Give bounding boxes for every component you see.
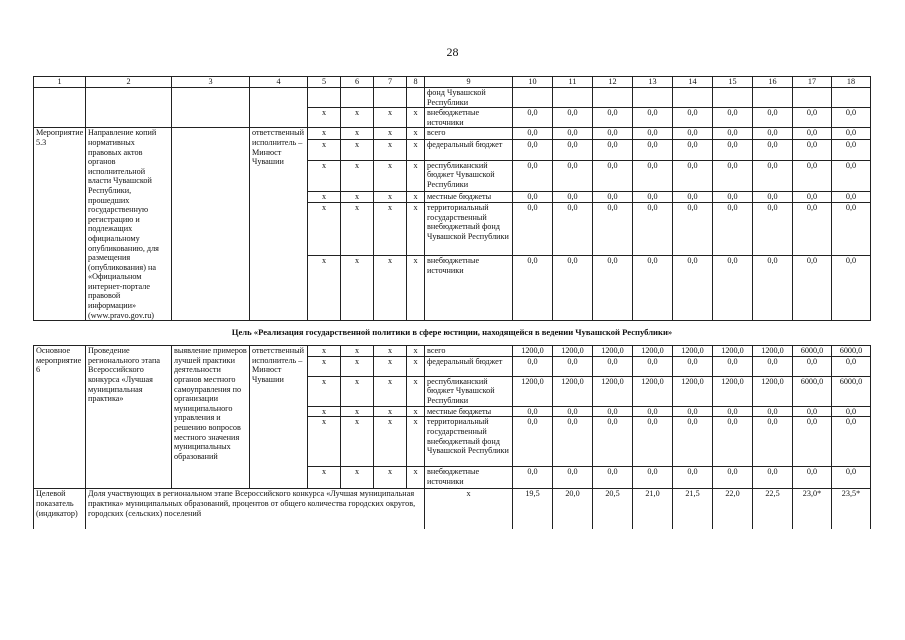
value-cell [593,88,633,108]
column-header: 1 [34,77,86,88]
executor-cell: ответственный исполнитель – Минюст Чувашии [250,346,308,489]
indicator-value: 20,5 [593,489,633,529]
value-cell: 0,0 [793,192,832,203]
indicator-label: Целевой показатель (индикатор) [34,489,86,529]
value-cell: 0,0 [593,467,633,489]
value-cell: 0,0 [633,192,673,203]
x-cell: x [341,128,374,139]
x-cell: x [407,160,425,192]
column-header: 11 [553,77,593,88]
value-cell: 0,0 [713,417,753,467]
funding-row [34,346,871,357]
value-cell: 0,0 [673,192,713,203]
column-header: 12 [593,77,633,88]
value-cell: 0,0 [673,467,713,489]
value-cell: 0,0 [513,192,553,203]
indicator-value: 21,0 [633,489,673,529]
value-cell: 0,0 [593,255,633,320]
x-cell [308,88,341,108]
value-cell: 0,0 [513,108,553,128]
value-cell: 1200,0 [753,376,793,406]
column-header: 8 [407,77,425,88]
value-cell: 0,0 [753,467,793,489]
value-cell: 0,0 [513,467,553,489]
funding-source: территориальный государственный внебюджетный фонд Чувашской Республики [425,203,513,256]
value-cell: 0,0 [673,203,713,256]
value-cell: 0,0 [793,356,832,376]
value-cell: 1200,0 [713,346,753,357]
x-cell: x [374,203,407,256]
x-cell: x [308,192,341,203]
x-cell: x [308,356,341,376]
value-cell: 0,0 [553,128,593,139]
value-cell: 0,0 [633,139,673,160]
value-cell: 0,0 [832,192,871,203]
x-cell: x [308,417,341,467]
value-cell: 1200,0 [633,346,673,357]
value-cell: 1200,0 [753,346,793,357]
value-cell: 0,0 [832,128,871,139]
value-cell: 0,0 [832,255,871,320]
x-cell: x [407,406,425,417]
value-cell: 0,0 [753,203,793,256]
value-cell: 0,0 [553,356,593,376]
value-cell: 0,0 [713,128,753,139]
value-cell: 0,0 [553,108,593,128]
x-cell: x [341,108,374,128]
value-cell: 0,0 [673,356,713,376]
column-header: 5 [308,77,341,88]
header-row [34,77,871,88]
value-cell: 0,0 [832,467,871,489]
column-header: 10 [513,77,553,88]
value-cell: 0,0 [713,139,753,160]
indicator-value: 23,0* [793,489,832,529]
x-cell: x [374,255,407,320]
x-cell: x [407,108,425,128]
column-header: 18 [832,77,871,88]
x-cell: x [374,356,407,376]
goal-row [34,321,871,346]
value-cell: 0,0 [513,203,553,256]
value-cell: 1200,0 [673,376,713,406]
activity-description: Направление копий нормативных правовых актов органов исполнительной власти Чувашской Республики, прошедших государственную регистрацию и подлежащих официальному опубликованию, для размещения (опубликования) на «Официальном интернет-портале правовой информации» (www.pravo.gov.ru) [86,128,172,321]
value-cell: 0,0 [832,356,871,376]
column-header: 6 [341,77,374,88]
value-cell: 0,0 [673,417,713,467]
x-cell: x [341,346,374,357]
value-cell: 0,0 [793,128,832,139]
value-cell: 0,0 [553,203,593,256]
value-cell: 0,0 [553,192,593,203]
value-cell: 0,0 [513,139,553,160]
value-cell: 0,0 [673,255,713,320]
x-cell: x [308,108,341,128]
value-cell: 0,0 [593,417,633,467]
x-cell: x [407,356,425,376]
value-cell: 0,0 [593,203,633,256]
value-cell [513,88,553,108]
x-cell: x [407,417,425,467]
value-cell: 0,0 [753,160,793,192]
x-cell: x [341,160,374,192]
column-header: 2 [86,77,172,88]
value-cell: 0,0 [593,128,633,139]
x-cell: x [374,346,407,357]
x-cell [341,88,374,108]
value-cell: 0,0 [513,160,553,192]
value-cell [553,88,593,108]
value-cell: 0,0 [793,255,832,320]
x-cell: x [341,356,374,376]
value-cell [673,88,713,108]
column-header: 14 [673,77,713,88]
value-cell: 0,0 [832,139,871,160]
blank-cell [172,88,250,128]
funding-source: внебюджетные источники [425,108,513,128]
value-cell: 0,0 [673,160,713,192]
indicator-value: 22,5 [753,489,793,529]
x-cell: x [407,376,425,406]
value-cell: 0,0 [832,160,871,192]
indicator-row [34,489,871,529]
funding-source: республиканский бюджет Чувашской Республики [425,376,513,406]
value-cell: 0,0 [673,406,713,417]
value-cell: 0,0 [553,417,593,467]
funding-source: внебюджетные источники [425,255,513,320]
x-cell: x [407,139,425,160]
value-cell [793,88,832,108]
indicator-value: 20,0 [553,489,593,529]
x-cell: x [308,376,341,406]
x-cell: x [374,160,407,192]
value-cell [753,88,793,108]
indicator-value: 21,5 [673,489,713,529]
x-cell: x [407,255,425,320]
value-cell: 0,0 [633,128,673,139]
value-cell: 0,0 [513,255,553,320]
value-cell: 0,0 [593,192,633,203]
column-header: 16 [753,77,793,88]
x-cell: x [374,108,407,128]
x-cell: x [341,192,374,203]
x-cell: x [374,128,407,139]
x-cell: x [308,255,341,320]
value-cell: 0,0 [793,203,832,256]
funding-row [34,88,871,108]
value-cell: 6000,0 [832,346,871,357]
value-cell: 6000,0 [793,346,832,357]
x-cell: x [341,406,374,417]
x-cell: x [374,417,407,467]
funding-source: федеральный бюджет [425,139,513,160]
x-cell: x [341,203,374,256]
value-cell: 0,0 [513,128,553,139]
value-cell: 0,0 [593,108,633,128]
main-activity-description: Проведение регионального этапа Всероссийского конкурса «Лучшая муниципальная практика» [86,346,172,489]
value-cell: 0,0 [753,255,793,320]
x-cell: x [374,467,407,489]
value-cell: 0,0 [593,406,633,417]
x-cell: x [374,192,407,203]
x-cell: x [407,203,425,256]
blank-cell [172,128,250,321]
x-cell [374,88,407,108]
value-cell: 0,0 [793,108,832,128]
value-cell: 1200,0 [513,346,553,357]
value-cell: 0,0 [753,108,793,128]
value-cell: 0,0 [832,406,871,417]
value-cell: 0,0 [633,467,673,489]
value-cell: 0,0 [673,139,713,160]
value-cell: 1200,0 [553,376,593,406]
funding-source: всего [425,128,513,139]
activity-label: Мероприятие 5.3 [34,128,86,321]
funding-source: внебюджетные источники [425,467,513,489]
column-header: 9 [425,77,513,88]
value-cell: 0,0 [553,255,593,320]
x-cell: x [341,417,374,467]
x-cell: x [407,346,425,357]
value-cell: 0,0 [553,160,593,192]
blank-cell [34,88,86,128]
value-cell: 0,0 [793,467,832,489]
value-cell: 0,0 [793,139,832,160]
column-header: 17 [793,77,832,88]
value-cell: 0,0 [633,356,673,376]
value-cell: 0,0 [513,406,553,417]
x-cell: x [374,376,407,406]
indicator-value: 22,0 [713,489,753,529]
funding-source: фонд Чувашской Республики [425,88,513,108]
value-cell: 0,0 [832,417,871,467]
value-cell: 0,0 [593,139,633,160]
x-cell: x [425,489,513,529]
x-cell: x [374,139,407,160]
value-cell: 1200,0 [633,376,673,406]
page-number: 28 [446,45,459,59]
value-cell: 0,0 [832,108,871,128]
funding-source: территориальный государственный внебюджетный фонд Чувашской Республики [425,417,513,467]
value-cell: 0,0 [713,108,753,128]
value-cell: 0,0 [593,160,633,192]
value-cell: 0,0 [753,356,793,376]
x-cell: x [308,139,341,160]
value-cell: 0,0 [713,255,753,320]
value-cell [633,88,673,108]
funding-source: федеральный бюджет [425,356,513,376]
value-cell: 1200,0 [513,376,553,406]
value-cell: 6000,0 [832,376,871,406]
x-cell: x [308,128,341,139]
value-cell: 0,0 [713,203,753,256]
x-cell: x [407,467,425,489]
program-table [33,76,871,529]
x-cell: x [341,376,374,406]
value-cell: 0,0 [832,203,871,256]
funding-source: местные бюджеты [425,192,513,203]
funding-source: республиканский бюджет Чувашской Республики [425,160,513,192]
value-cell: 0,0 [713,406,753,417]
x-cell: x [308,346,341,357]
column-header: 4 [250,77,308,88]
value-cell: 0,0 [633,203,673,256]
blank-cell [86,88,172,128]
column-header: 15 [713,77,753,88]
value-cell: 0,0 [673,108,713,128]
task-description: выявление примеров лучшей практики деятельности органов местного самоуправления по организации муниципального управления и решению вопросов местного значения муниципальных образований [172,346,250,489]
value-cell: 0,0 [793,160,832,192]
value-cell: 1200,0 [713,376,753,406]
x-cell: x [341,467,374,489]
x-cell: x [407,192,425,203]
value-cell: 1200,0 [593,346,633,357]
value-cell: 0,0 [713,160,753,192]
goal-title: Цель «Реализация государственной политики в сфере юстиции, находящейся в ведении Чувашской Республики» [34,321,871,346]
funding-source: всего [425,346,513,357]
value-cell: 1200,0 [593,376,633,406]
value-cell: 0,0 [793,417,832,467]
indicator-value: 19,5 [513,489,553,529]
main-activity-label: Основное мероприятие 6 [34,346,86,489]
value-cell [713,88,753,108]
value-cell: 1200,0 [673,346,713,357]
value-cell: 0,0 [593,356,633,376]
value-cell: 1200,0 [553,346,593,357]
value-cell: 0,0 [633,108,673,128]
value-cell: 0,0 [513,356,553,376]
funding-row [34,128,871,139]
x-cell: x [374,406,407,417]
value-cell: 6000,0 [793,376,832,406]
value-cell: 0,0 [633,255,673,320]
x-cell: x [341,139,374,160]
value-cell: 0,0 [513,417,553,467]
value-cell: 0,0 [633,160,673,192]
column-header: 3 [172,77,250,88]
x-cell: x [341,255,374,320]
value-cell: 0,0 [673,128,713,139]
x-cell: x [308,203,341,256]
value-cell: 0,0 [713,467,753,489]
x-cell: x [407,128,425,139]
value-cell: 0,0 [753,417,793,467]
value-cell: 0,0 [633,417,673,467]
x-cell: x [308,406,341,417]
value-cell: 0,0 [753,192,793,203]
indicator-text: Доля участвующих в региональном этапе Всероссийского конкурса «Лучшая муниципальная практика» муниципальных образований, процентов от общего количества городских округов, городских (сельских) поселений [86,489,425,529]
value-cell [832,88,871,108]
value-cell: 0,0 [633,406,673,417]
value-cell: 0,0 [713,192,753,203]
column-header: 7 [374,77,407,88]
column-header: 13 [633,77,673,88]
value-cell: 0,0 [713,356,753,376]
value-cell: 0,0 [753,139,793,160]
x-cell: x [308,467,341,489]
value-cell: 0,0 [553,139,593,160]
blank-cell [250,88,308,128]
indicator-value: 23,5* [832,489,871,529]
value-cell: 0,0 [553,406,593,417]
value-cell: 0,0 [553,467,593,489]
executor-cell: ответственный исполнитель – Минюст Чувашии [250,128,308,321]
value-cell: 0,0 [793,406,832,417]
x-cell [407,88,425,108]
x-cell: x [308,160,341,192]
value-cell: 0,0 [753,128,793,139]
value-cell: 0,0 [753,406,793,417]
funding-source: местные бюджеты [425,406,513,417]
